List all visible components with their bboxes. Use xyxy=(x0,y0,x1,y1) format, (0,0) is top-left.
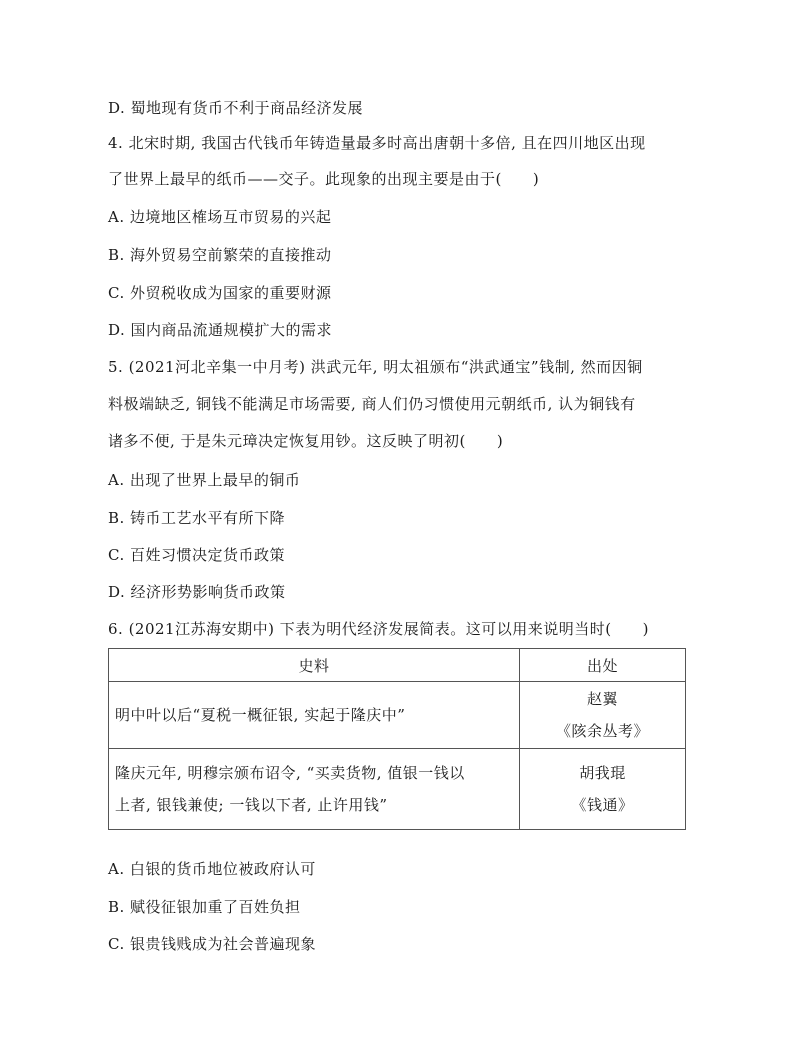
q4-option-d: D. 国内商品流通规模扩大的需求 xyxy=(108,321,333,339)
material-line: 上者, 银钱兼使; 一钱以下者, 止许用钱” xyxy=(115,796,388,814)
q5-stem-line1: 5. (2021河北辛集一中月考) 洪武元年, 明太祖颁布“洪武通宝”钱制, 然而因铜 xyxy=(108,358,643,376)
table-cell-material: 明中叶以后“夏税一概征银, 实起于隆庆中” xyxy=(109,682,520,749)
table-cell-source xyxy=(520,682,686,749)
table-header-source: 出处 xyxy=(520,649,686,682)
q6-stem: 6. (2021江苏海安期中) 下表为明代经济发展简表。这可以用来说明当时( ) xyxy=(108,620,649,638)
q4-option-c: C. 外贸税收成为国家的重要财源 xyxy=(108,284,332,302)
q5-option-b: B. 铸币工艺水平有所下降 xyxy=(108,509,286,527)
q4-stem-line1: 4. 北宋时期, 我国古代钱币年铸造量最多时高出唐朝十多倍, 且在四川地区出现 xyxy=(108,134,646,152)
q3-option-d: D. 蜀地现有货币不利于商品经济发展 xyxy=(108,99,364,117)
q5-stem-line3: 诸多不便, 于是朱元璋决定恢复用钞。这反映了明初( ) xyxy=(108,432,504,450)
source-author: 赵翼 xyxy=(586,690,618,708)
q4-option-a: A. 边境地区榷场互市贸易的兴起 xyxy=(108,208,332,226)
table-row xyxy=(109,682,686,749)
q4-stem-line2: 了世界上最早的纸币——交子。此现象的出现主要是由于( ) xyxy=(108,170,540,188)
table-cell-material xyxy=(109,749,520,830)
table-cell-source xyxy=(520,749,686,830)
q4-option-b: B. 海外贸易空前繁荣的直接推动 xyxy=(108,246,332,264)
q5-option-d: D. 经济形势影响货币政策 xyxy=(108,583,286,601)
source-table xyxy=(108,648,686,830)
q6-option-c: C. 银贵钱贱成为社会普遍现象 xyxy=(108,935,316,953)
table-header-row xyxy=(109,649,686,682)
source-book: 《钱通》 xyxy=(571,796,634,814)
q5-stem-line2: 料极端缺乏, 铜钱不能满足市场需要, 商人们仍习惯使用元朝纸币, 认为铜钱有 xyxy=(108,395,636,413)
q6-option-a: A. 白银的货币地位被政府认可 xyxy=(108,860,316,878)
table-header-material: 史料 xyxy=(109,649,520,682)
material-line: 隆庆元年, 明穆宗颁布诏令, “买卖货物, 值银一钱以 xyxy=(115,764,465,782)
source-book: 《陔余丛考》 xyxy=(555,722,649,740)
q6-option-b: B. 赋役征银加重了百姓负担 xyxy=(108,898,301,916)
table-row xyxy=(109,749,686,830)
source-author: 胡我琨 xyxy=(579,764,626,782)
q5-option-c: C. 百姓习惯决定货币政策 xyxy=(108,546,285,564)
q5-option-a: A. 出现了世界上最早的铜币 xyxy=(108,471,301,489)
